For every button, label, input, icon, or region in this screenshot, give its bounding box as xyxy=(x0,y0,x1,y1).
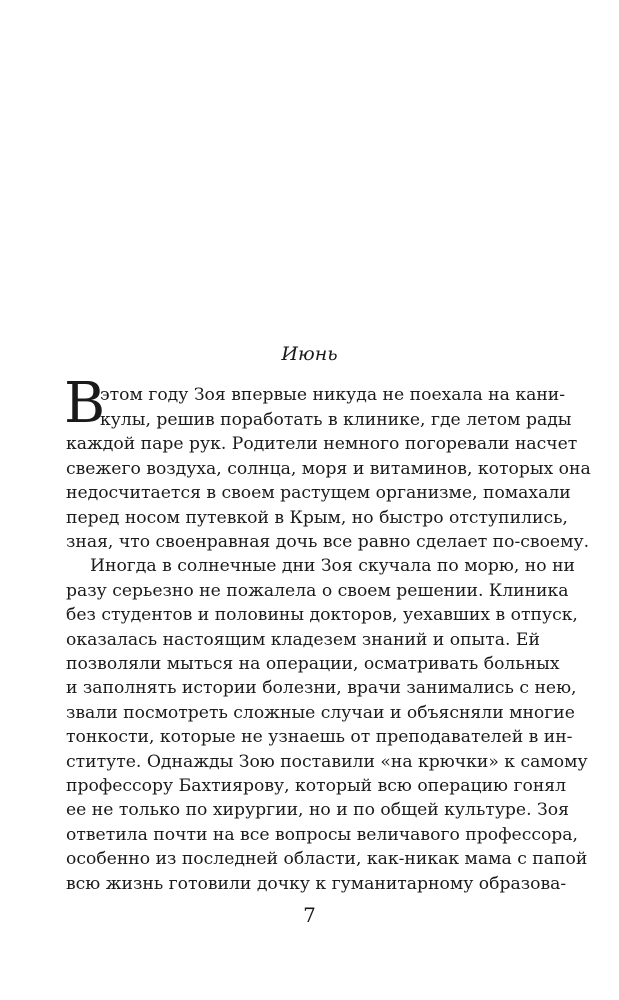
body-line: звали посмотреть сложные случаи и объясняли многие xyxy=(66,703,575,723)
body-line: свежего воздуха, солнца, моря и витаминов, которых она xyxy=(66,459,591,479)
body-line: разу серьезно не пожалела о своем решении. Клиника xyxy=(66,581,569,601)
body-line: каждой паре рук. Родители немного погоревали насчет xyxy=(66,434,578,454)
body-line: этом году Зоя впервые никуда не поехала на кани- xyxy=(100,385,566,405)
body-line: всю жизнь готовили дочку к гуманитарному образова- xyxy=(66,874,567,894)
body-line: особенно из последней области, как-никак мама с папой xyxy=(66,849,588,869)
body-line: недосчитается в своем растущем организме, помахали xyxy=(66,483,571,503)
body-line: оказалась настоящим кладезем знаний и опыта. Ей xyxy=(66,630,540,650)
drop-cap: В xyxy=(64,371,106,436)
chapter-title: Июнь xyxy=(281,343,338,365)
body-line: зная, что своенравная дочь все равно сделает по-своему. xyxy=(66,532,590,552)
page-number: 7 xyxy=(303,903,316,927)
body-line: ституте. Однажды Зою поставили «на крючки» к самому xyxy=(66,752,588,772)
body-line: тонкости, которые не узнаешь от преподавателей в ин- xyxy=(66,727,573,747)
body-line: ее не только по хирургии, но и по общей культуре. Зоя xyxy=(66,800,569,820)
body-line: позволяли мыться на операции, осматривать больных xyxy=(66,654,560,674)
body-line: Иногда в солнечные дни Зоя скучала по морю, но ни xyxy=(90,556,575,576)
body-line: ответила почти на все вопросы величавого профессора, xyxy=(66,825,579,845)
body-line: кулы, решив поработать в клинике, где летом рады xyxy=(100,410,572,430)
body-line: без студентов и половины докторов, уехавших в отпуск, xyxy=(66,605,578,625)
body-line: и заполнять истории болезни, врачи занимались с нею, xyxy=(66,678,577,698)
body-line: перед носом путевкой в Крым, но быстро отступились, xyxy=(66,508,568,528)
body-line: профессору Бахтиярову, который всю операцию гонял xyxy=(66,776,567,796)
